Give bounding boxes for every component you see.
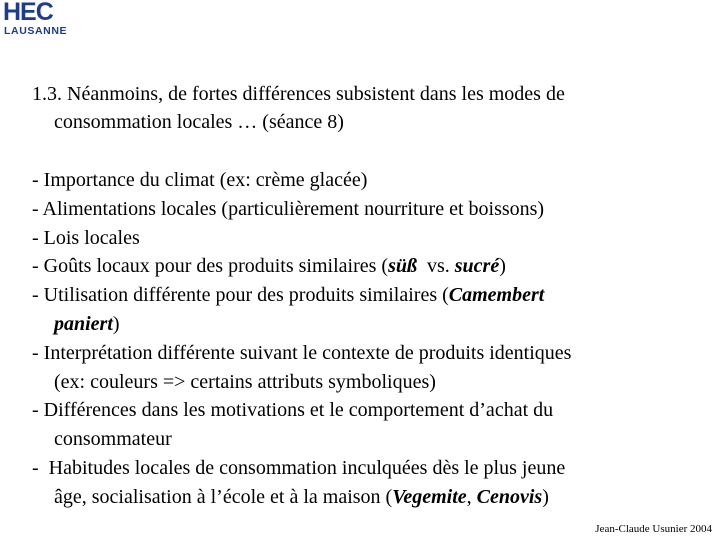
bullet-text: âge, socialisation à l’école et à la maison ( — [54, 485, 393, 508]
emphasis-term: paniert — [54, 312, 113, 335]
bullet-list — [32, 166, 712, 512]
bullet-text: - Utilisation différente pour des produits similaires ( — [32, 284, 449, 307]
bullet-continuation: consommateur — [54, 428, 172, 451]
bullet-text: - Interprétation différente suivant le contexte de produits identiques — [32, 341, 572, 364]
bullet-continuation: (ex: couleurs => certains attributs symboliques) — [54, 370, 436, 393]
bullet-habits — [32, 454, 712, 512]
bullet-motivations — [32, 396, 712, 454]
bullet-climate — [32, 166, 712, 195]
emphasis-term: Camembert — [448, 284, 545, 307]
bullet-text: ) — [542, 485, 549, 508]
bullet-text: vs. — [416, 255, 455, 278]
logo-lausanne-text: LAUSANNE — [4, 25, 68, 37]
slide-heading — [32, 80, 702, 136]
bullet-text: - Lois locales — [32, 226, 140, 249]
bullet-local-laws — [32, 224, 712, 253]
hec-lausanne-logo — [3, 2, 69, 40]
bullet-text: - Importance du climat (ex: crème glacée) — [32, 169, 368, 191]
bullet-text: - Alimentations locales (particulièrement nourriture et boissons) — [32, 197, 545, 220]
bullet-text: , — [466, 485, 477, 508]
heading-line-2: consommation locales … (séance 8) — [54, 111, 344, 133]
emphasis-term: Vegemite — [392, 485, 467, 508]
bullet-text: - Habitudes locales de consommation inculquées dès le plus jeune — [32, 456, 566, 479]
emphasis-term: Cenovis — [476, 485, 543, 508]
bullet-interpretation — [32, 339, 712, 397]
bullet-text: - Différences dans les motivations et le comportement d’achat du — [32, 399, 554, 422]
bullet-continuation — [32, 483, 712, 512]
bullet-text: ) — [112, 312, 120, 335]
bullet-text: - Goûts locaux pour des produits similaires ( — [32, 255, 389, 278]
author-footer: Jean-Claude Usunier 2004 — [595, 523, 712, 535]
emphasis-term: süß — [388, 255, 417, 278]
bullet-different-usage — [32, 281, 712, 339]
bullet-text: ) — [499, 255, 506, 278]
bullet-local-tastes — [32, 252, 712, 281]
bullet-local-food — [32, 195, 712, 224]
emphasis-term: sucré — [454, 255, 500, 278]
bullet-continuation — [32, 310, 712, 339]
logo-hec-text: HEC — [3, 0, 53, 26]
heading-line-1: 1.3. Néanmoins, de fortes différences subsistent dans les modes de — [32, 83, 565, 105]
